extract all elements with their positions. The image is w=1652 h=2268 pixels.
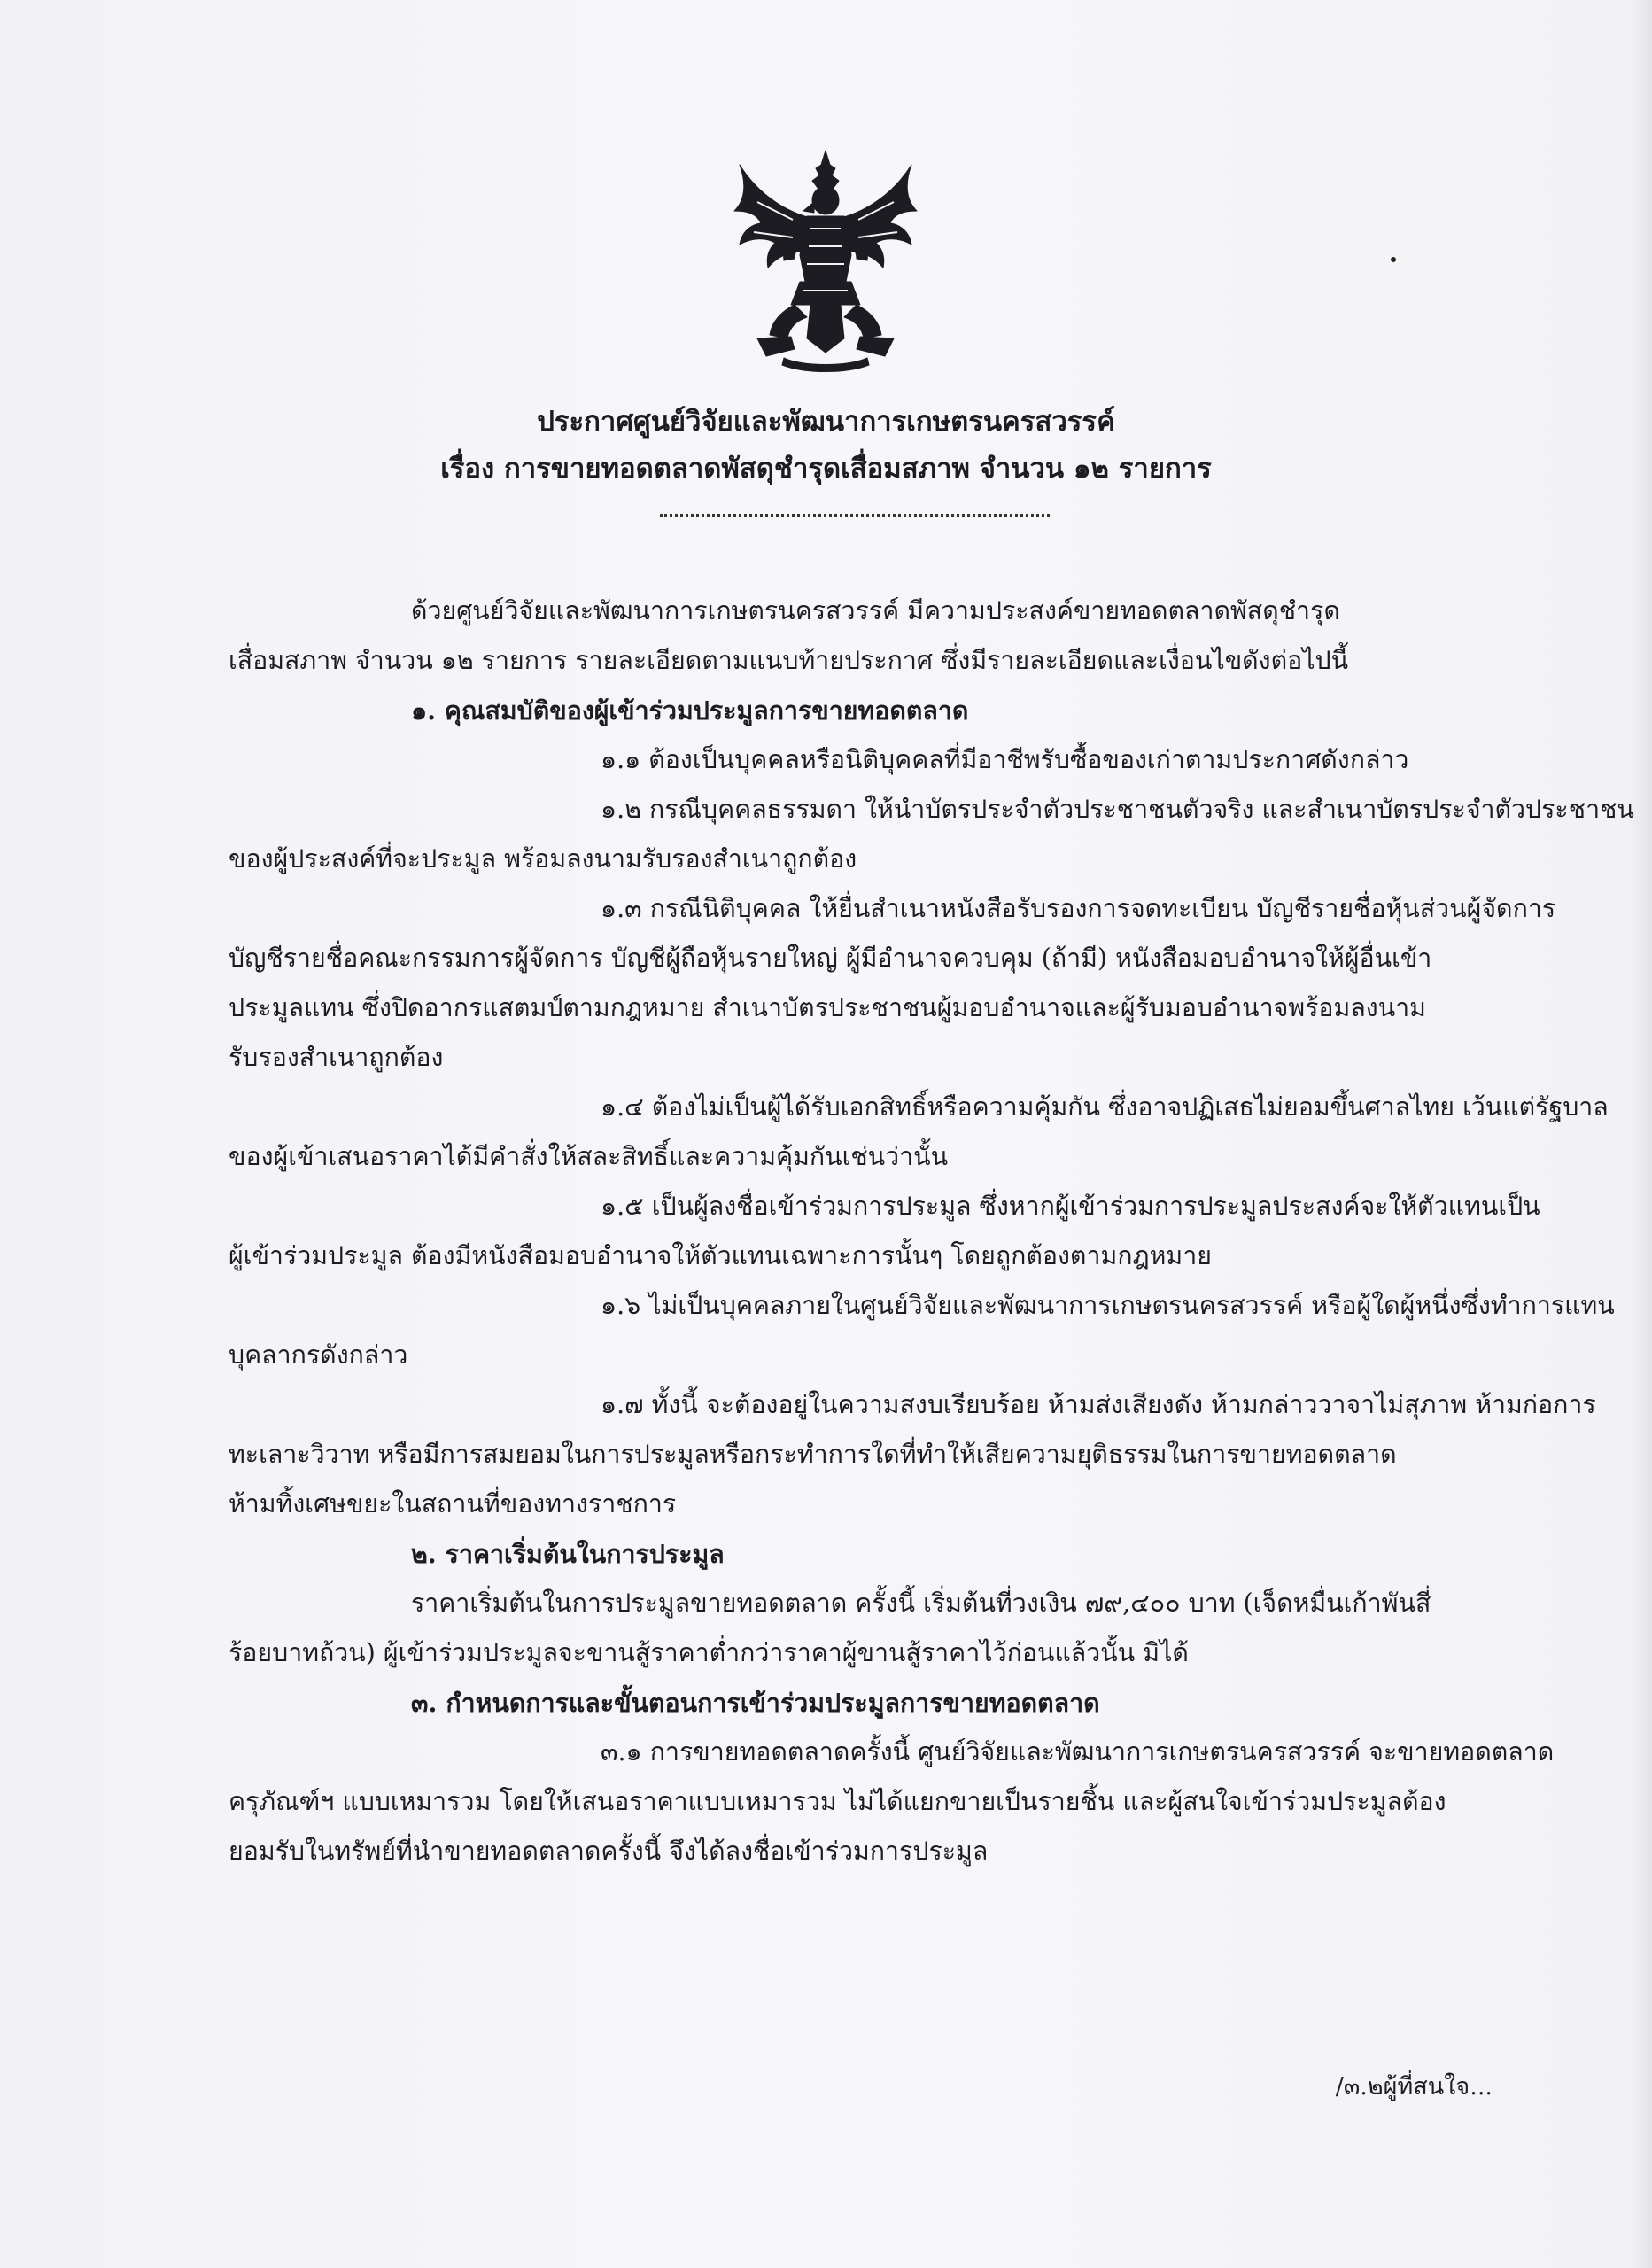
dotted-divider	[660, 514, 1050, 517]
continuation-note: /๓.๒ผู้ที่สนใจ...	[1335, 2073, 1493, 2101]
clause-line: ผู้เข้าร่วมประมูล ต้องมีหนังสือมอบอำนาจให้ตัวแทนเฉพาะการนั้นๆ โดยถูกต้องตามกฎหมาย	[229, 1241, 1212, 1270]
section-heading-1: ๑. คุณสมบัติของผู้เข้าร่วมประมูลการขายทอดตลาด	[411, 695, 969, 726]
clause-line: ครุภัณฑ์ฯ แบบเหมารวม โดยให้เสนอราคาแบบเหมารวม ไม่ได้แยกขายเป็นรายชิ้น และผู้สนใจเข้าร่วมประมูลต้อง	[229, 1787, 1446, 1816]
intro-line: เสื่อมสภาพ จำนวน ๑๒ รายการ รายละเอียดตามแนบท้ายประกาศ ซึ่งมีรายละเอียดและเงื่อนไขดังต่อไปนี้	[229, 646, 1349, 675]
clause-line: ๑.๒ กรณีบุคคลธรรมดา ให้นำบัตรประจำตัวประชาชนตัวจริง และสำเนาบัตรประจำตัวประชาชน	[601, 795, 1634, 824]
clause-line: ร้อยบาทถ้วน) ผู้เข้าร่วมประมูลจะขานสู้ราคาต่ำกว่าราคาผู้ขานสู้ราคาไว้ก่อนแล้วนั้น มิได้	[229, 1638, 1189, 1667]
clause-line: ๑.๑ ต้องเป็นบุคคลหรือนิติบุคคลที่มีอาชีพรับซื้อของเก่าตามประกาศดังกล่าว	[601, 745, 1409, 774]
page-edge-shadow	[1631, 0, 1652, 2268]
clause-line: ประมูลแทน ซึ่งปิดอากรแสตมป์ตามกฎหมาย สำเนาบัตรประชาชนผู้มอบอำนาจและผู้รับมอบอำนาจพร้อมลงนาม	[229, 993, 1426, 1022]
section-heading-2: ๒. ราคาเริ่มต้นในการประมูล	[411, 1539, 725, 1569]
clause-line: ๑.๖ ไม่เป็นบุคคลภายในศูนย์วิจัยและพัฒนาการเกษตรนครสวรรค์ หรือผู้ใดผู้หนึ่งซึ่งทำการแทน	[601, 1291, 1615, 1320]
clause-line: ๑.๓ กรณีนิติบุคคล ให้ยื่นสำเนาหนังสือรับรองการจดทะเบียน บัญชีรายชื่อหุ้นส่วนผู้จัดการ	[601, 894, 1556, 923]
clause-line: ของผู้ประสงค์ที่จะประมูล พร้อมลงนามรับรองสำเนาถูกต้อง	[229, 844, 857, 874]
intro-line: ด้วยศูนย์วิจัยและพัฒนาการเกษตรนครสวรรค์ มีความประสงค์ขายทอดตลาดพัสดุชำรุด	[411, 596, 1340, 625]
clause-line: ๓.๑ การขายทอดตลาดครั้งนี้ ศูนย์วิจัยและพัฒนาการเกษตรนครสวรรค์ จะขายทอดตลาด	[601, 1737, 1555, 1767]
clause-line: ยอมรับในทรัพย์ที่นำขายทอดตลาดครั้งนี้ จึงได้ลงชื่อเข้าร่วมการประมูล	[229, 1837, 989, 1866]
clause-line: ราคาเริ่มต้นในการประมูลขายทอดตลาด ครั้งนี้ เริ่มต้นที่วงเงิน ๗๙,๔๐๐ บาท (เจ็ดหมื่นเก้าพันสี่	[411, 1588, 1431, 1618]
section-heading-3: ๓. กำหนดการและขั้นตอนการเข้าร่วมประมูลการขายทอดตลาด	[411, 1688, 1100, 1718]
clause-line: บัญชีรายชื่อคณะกรรมการผู้จัดการ บัญชีผู้ถือหุ้นรายใหญ่ ผู้มีอำนาจควบคุม (ถ้ามี) หนังสือมอบอำนาจให้ผู้อื่นเข้า	[229, 944, 1432, 973]
clause-line: ๑.๗ ทั้งนี้ จะต้องอยู่ในความสงบเรียบร้อย ห้ามส่งเสียงดัง ห้ามกล่าววาจาไม่สุภาพ ห้ามก่อการ	[601, 1390, 1596, 1419]
clause-line: ห้ามทิ้งเศษขยะในสถานที่ของทางราชการ	[229, 1489, 677, 1518]
document-body	[229, 586, 1634, 1876]
clause-line: ๑.๔ ต้องไม่เป็นผู้ได้รับเอกสิทธิ์หรือความคุ้มกัน ซึ่งอาจปฏิเสธไม่ยอมขึ้นศาลไทย เว้นแต่รัฐบาล	[601, 1092, 1609, 1122]
clause-line: ของผู้เข้าเสนอราคาได้มีคำสั่งให้สละสิทธิ์และความคุ้มกันเช่นว่านั้น	[229, 1142, 949, 1171]
clause-line: บุคลากรดังกล่าว	[229, 1340, 408, 1370]
clause-line: ๑.๕ เป็นผู้ลงชื่อเข้าร่วมการประมูล ซึ่งหากผู้เข้าร่วมการประมูลประสงค์จะให้ตัวแทนเป็น	[601, 1192, 1540, 1221]
clause-line: ทะเลาะวิวาท หรือมีการสมยอมในการประมูลหรือกระทำการใดที่ทำให้เสียความยุติธรรมในการขายทอดตลาด	[229, 1440, 1397, 1469]
announcement-subject: เรื่อง การขายทอดตลาดพัสดุชำรุดเสื่อมสภาพ จำนวน ๑๒ รายการ	[440, 453, 1212, 485]
clause-line: รับรองสำเนาถูกต้อง	[229, 1043, 444, 1072]
garuda-emblem-icon	[722, 149, 930, 375]
scan-speck	[1391, 257, 1396, 262]
announcement-title: ประกาศศูนย์วิจัยและพัฒนาการเกษตรนครสวรรค์	[537, 406, 1115, 438]
